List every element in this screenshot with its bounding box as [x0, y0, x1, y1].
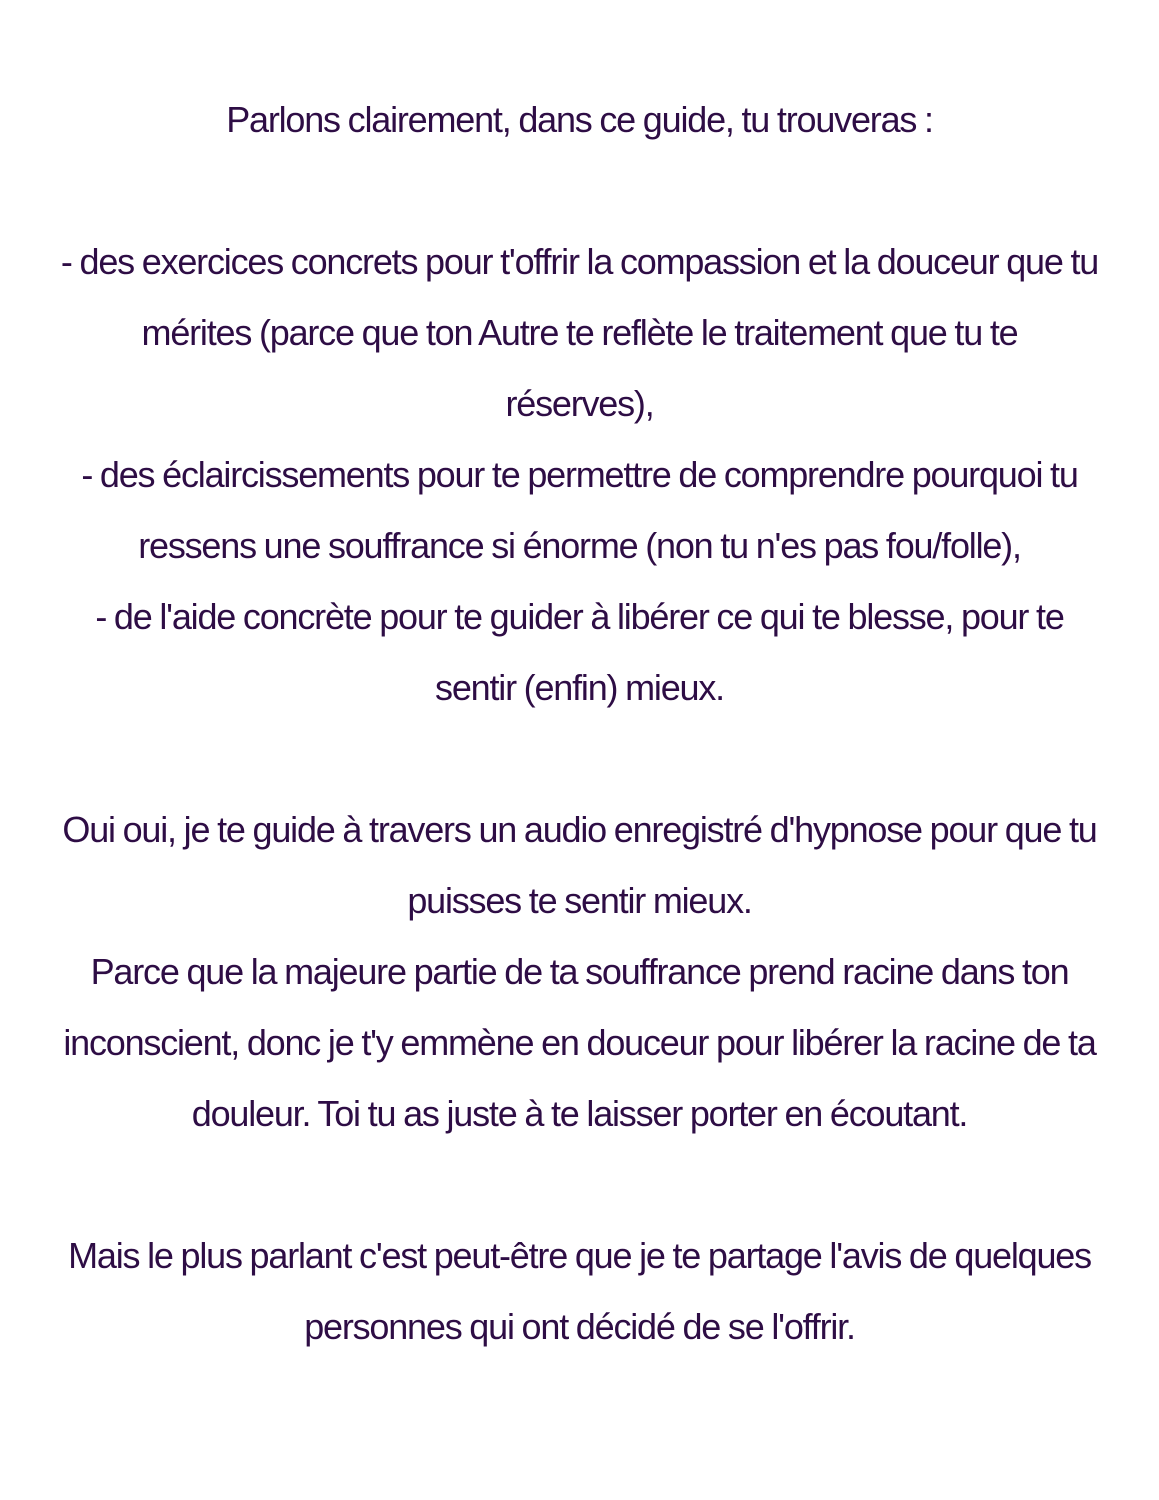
paragraph-line: personnes qui ont décidé de se l'offrir.	[304, 1306, 855, 1347]
list-item	[14, 226, 1145, 439]
spacer	[14, 723, 1145, 794]
paragraph-line: Oui oui, je te guide à travers un audio enregistré d'hypnose pour que tu	[62, 809, 1097, 850]
hypnosis-paragraph	[14, 794, 1145, 1149]
paragraph-line: Mais le plus parlant c'est peut-être que je te partage l'avis de quelques	[68, 1235, 1091, 1276]
list-item-line: réserves),	[505, 383, 654, 424]
list-item	[14, 581, 1145, 723]
benefits-list	[14, 226, 1145, 723]
list-item-line: mérites (parce que ton Autre te reflète le traitement que tu te	[141, 312, 1018, 353]
list-item-line: - des éclaircissements pour te permettre de comprendre pourquoi tu	[81, 454, 1078, 495]
intro-line: Parlons clairement, dans ce guide, tu trouveras :	[226, 99, 933, 140]
list-item-line: ressens une souffrance si énorme (non tu n'es pas fou/folle),	[138, 525, 1021, 566]
list-item-line: sentir (enfin) mieux.	[435, 667, 724, 708]
spacer	[14, 155, 1145, 226]
spacer	[14, 1149, 1145, 1220]
list-item	[14, 439, 1145, 581]
intro-heading	[14, 84, 1145, 155]
paragraph-line: inconscient, donc je t'y emmène en douceur pour libérer la racine de ta	[63, 1022, 1096, 1063]
paragraph-line: puisses te sentir mieux.	[407, 880, 752, 921]
list-item-line: - de l'aide concrète pour te guider à libérer ce qui te blesse, pour te	[95, 596, 1064, 637]
list-item-line: - des exercices concrets pour t'offrir la compassion et la douceur que tu	[60, 241, 1099, 282]
paragraph-line: Parce que la majeure partie de ta souffrance prend racine dans ton	[90, 951, 1069, 992]
paragraph-line: douleur. Toi tu as juste à te laisser porter en écoutant.	[191, 1093, 968, 1134]
closing-paragraph	[14, 1220, 1145, 1362]
